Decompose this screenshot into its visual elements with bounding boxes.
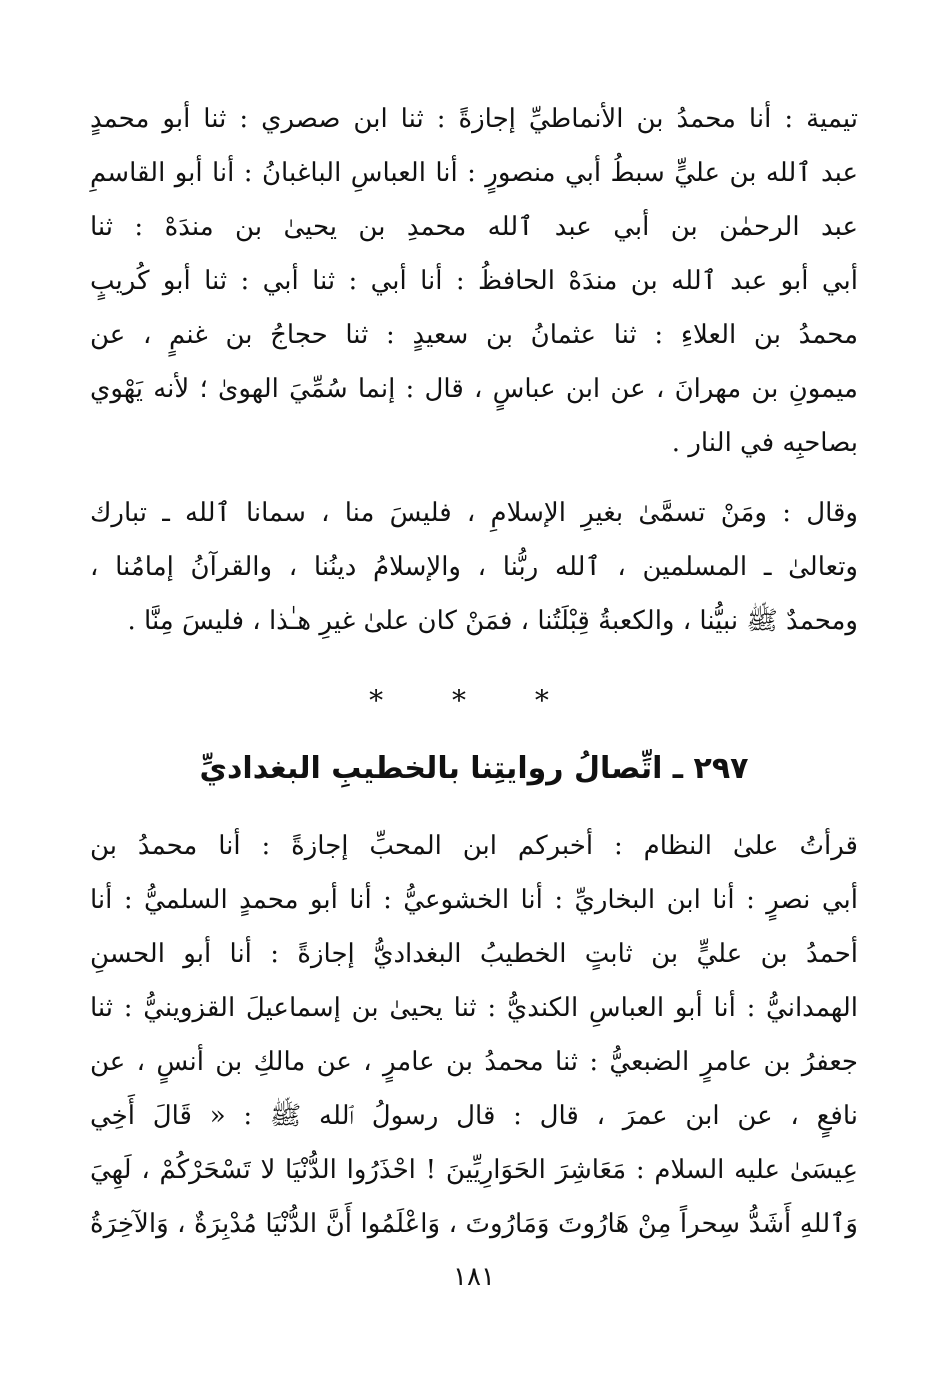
text-line: عِيسَىٰ عليه السلام : مَعَاشِرَ الحَوَارِيِّينَ ! احْذَرُوا الدُّنْيَا لا تَسْحَرْكُمْ ، لَهِيَ	[90, 1155, 858, 1185]
text-line: الهمدانيُّ : أنا أبو العباسِ الكنديُّ : ثنا يحيىٰ بن إسماعيلَ القزوينيُّ : ثنا	[90, 993, 858, 1023]
paragraph-1	[90, 92, 858, 470]
text-line: عبد ٱلله بن عليٍّ سبطُ أبي منصورٍ : أنا العباسِ الباغبانُ : أنا أبو القاسمِ	[90, 158, 858, 188]
page-number: ١٨١	[453, 1262, 495, 1292]
paragraph-gap	[90, 470, 858, 486]
top-text-block	[90, 92, 858, 648]
text-line: ومحمدٌ ﷺ نبيُّنا ، والكعبةُ قِبْلَتُنا ، فمَنْ كان علىٰ غيرِ هـٰذا ، فليسَ مِنَّا .	[127, 606, 858, 636]
text-line: تيمية : أنا محمدُ بن الأنماطيِّ إجازةً : ثنا ابن صصري : ثنا أبو محمدٍ	[90, 104, 858, 134]
text-line: عبد الرحمٰن بن أبي عبد ٱلله محمدِ بن يحيىٰ بن مندَهْ : ثنا	[90, 212, 858, 242]
text-line: أبي أبو عبد ٱلله بن مندَهْ الحافظُ : أنا أبي : ثنا أبي : ثنا أبو كُريبٍ	[90, 266, 858, 296]
text-line: قرأتُ علىٰ النظام : أخبركم ابن المحبِّ إجازةً : أنا محمدُ بن	[90, 831, 858, 861]
text-line: وَٱللهِ أَشَدُّ سِحراً مِنْ هَارُوتَ وَمَارُوتَ ، وَاعْلَمُوا أَنَّ الدُّنْيَا مُدْبِرَةٌ ، وَالآخِرَةُ	[90, 1209, 858, 1239]
section-separator: * * *	[369, 684, 579, 717]
text-line: وتعالىٰ ـ المسلمين ، ٱلله ربُّنا ، والإسلامُ دينُنا ، والقرآنُ إمامُنا ،	[90, 552, 858, 582]
paragraph-3	[90, 819, 858, 1251]
bottom-text-block	[90, 819, 858, 1251]
text-line: جعفرُ بن عامرٍ الضبعيُّ : ثنا محمدُ بن عامرٍ ، عن مالكِ بن أنسٍ ، عن	[90, 1047, 858, 1077]
text-line: نافعٍ ، عن ابن عمرَ ، قال : قال رسولُ ٱلله ﷺ : « قَالَ أَخِي	[90, 1101, 858, 1131]
paragraph-2	[90, 486, 858, 648]
text-line: بصاحبِه في النار .	[671, 428, 858, 458]
text-line: وقال : ومَنْ تسمَّىٰ بغيرِ الإسلامِ ، فليسَ منا ، سمانا ٱلله ـ تبارك	[90, 498, 858, 528]
text-line: ميمونِ بن مهرانَ ، عن ابن عباسٍ ، قال : إنما سُمِّيَ الهوىٰ ؛ لأنه يَهْوي	[90, 374, 858, 404]
section-heading: ٢٩٧ ـ اتِّصالُ روايتِنا بالخطيبِ البغداديِّ	[199, 751, 749, 786]
text-line: أحمدُ بن عليٍّ بن ثابتٍ الخطيبُ البغداديُّ إجازةً : أنا أبو الحسنِ	[90, 939, 858, 969]
page-body	[90, 92, 858, 1251]
text-line: محمدُ بن العلاءِ : ثنا عثمانُ بن سعيدٍ : ثنا حجاجُ بن غنمٍ ، عن	[90, 320, 858, 350]
text-line: أبي نصرٍ : أنا ابن البخاريِّ : أنا الخشوعيُّ : أنا أبو محمدٍ السلميُّ : أنا	[90, 885, 858, 915]
